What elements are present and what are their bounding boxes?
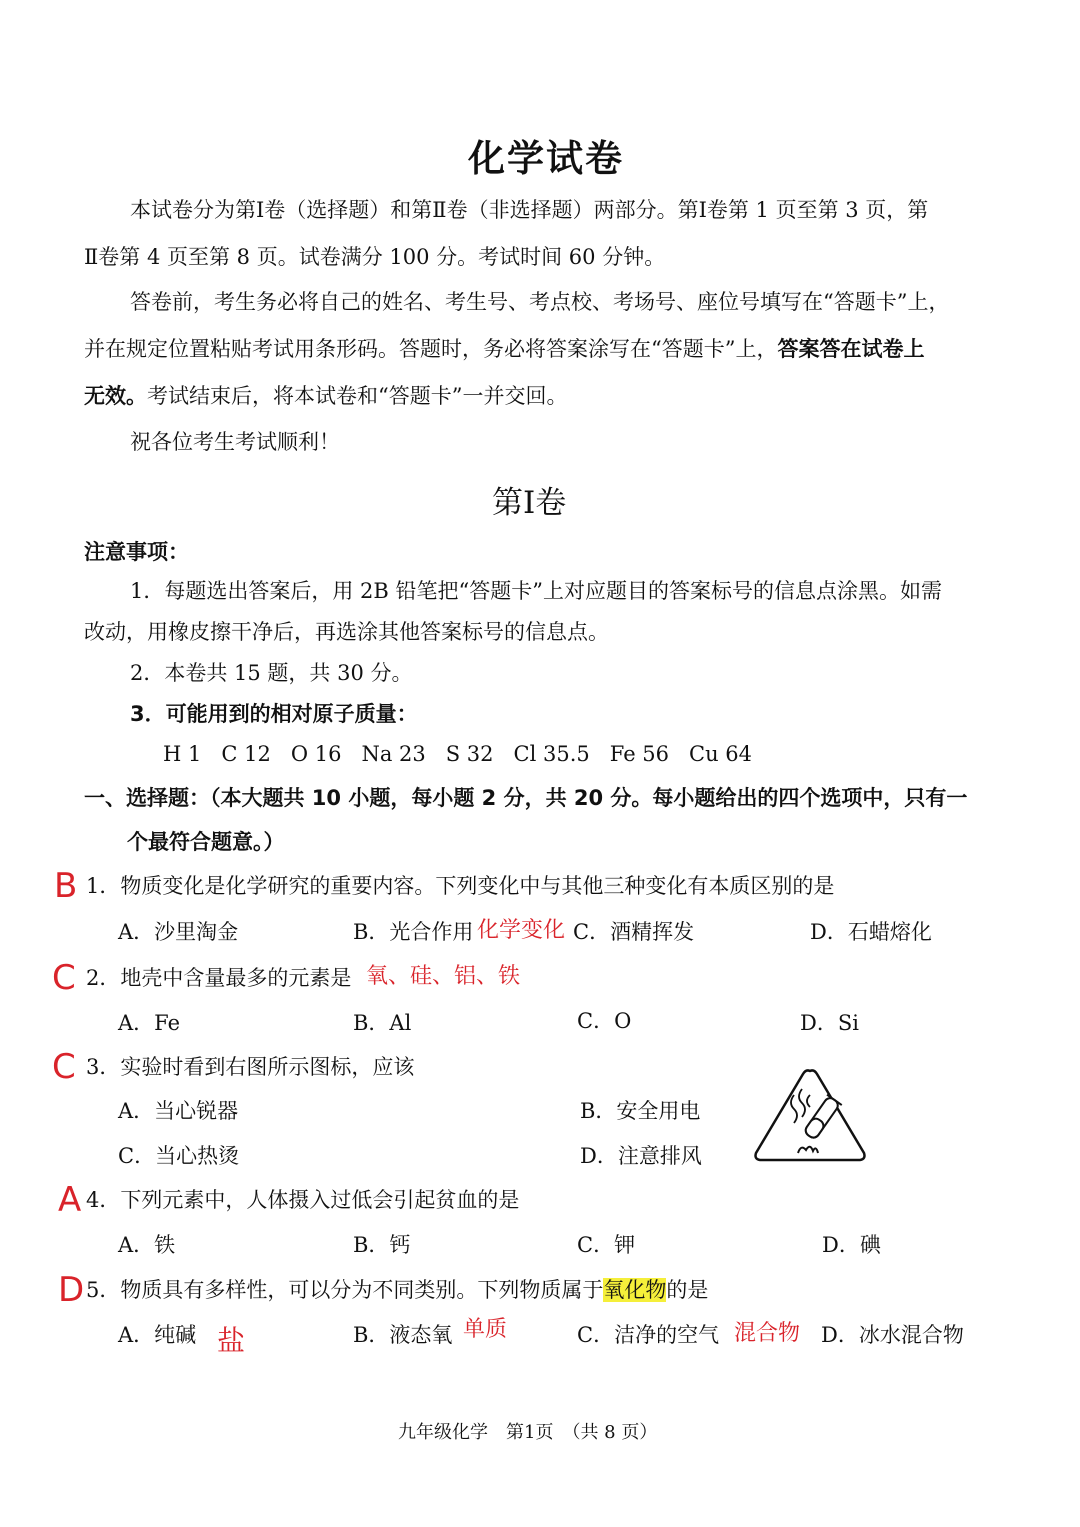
intro-line: Ⅱ卷第 4 页至第 8 页。试卷满分 100 分。考试时间 60 分钟。: [84, 245, 666, 269]
atomic-mass-list: [163, 744, 772, 765]
part-heading: 一、选择题：（本大题共 10 小题，每小题 2 分，共 20 分。每小题给出的四个选项中，只有一: [84, 786, 968, 810]
answer-mark: D: [58, 1270, 85, 1310]
page-footer: 九年级化学 第1页 （共 8 页）: [398, 1422, 658, 1443]
atomic-mass: H 1: [163, 742, 202, 766]
question-stem: [86, 1280, 708, 1301]
intro-text: 并在规定位置粘贴考试用条形码。答题时，务必将答案涂写在“答题卡”上，: [84, 337, 778, 361]
option: A．Fe: [118, 1011, 181, 1035]
wish-line: 祝各位考生考试顺利！: [130, 430, 340, 454]
answer-mark: A: [58, 1180, 82, 1220]
question-stem: 1．物质变化是化学研究的重要内容。下列变化中与其他三种变化有本质区别的是: [86, 874, 835, 898]
option: D．Si: [800, 1011, 859, 1035]
option: C．当心热烫: [118, 1144, 240, 1168]
question-stem: 3．实验时看到右图所示图标，应该: [86, 1055, 415, 1079]
option: B．液态氧: [353, 1323, 453, 1347]
answer-mark: B: [54, 866, 78, 906]
intro-line: [84, 339, 924, 360]
option: A．纯碱: [118, 1323, 197, 1347]
intro-line: 本试卷分为第Ⅰ卷（选择题）和第Ⅱ卷（非选择题）两部分。第Ⅰ卷第 1 页至第 3 页，第: [130, 198, 929, 222]
intro-bold-text: 无效。: [84, 384, 147, 408]
note-item: 改动，用橡皮擦干净后，再选涂其他答案标号的信息点。: [84, 620, 609, 644]
intro-text: 考试结束后，将本试卷和“答题卡”一并交回。: [147, 384, 568, 408]
option: B．安全用电: [580, 1099, 701, 1123]
intro-line: [84, 386, 567, 407]
option: B．Al: [353, 1011, 412, 1035]
handwritten-note: 单质: [463, 1317, 508, 1342]
part-heading: 个最符合题意。）: [127, 830, 285, 854]
question-stem: 4．下列元素中，人体摄入过低会引起贫血的是: [86, 1188, 520, 1212]
intro-bold-text: 答案答在试卷上: [777, 337, 925, 361]
atomic-mass: S 32: [445, 742, 494, 766]
atomic-mass: Fe 56: [609, 742, 670, 766]
highlighted-text: 氧化物: [603, 1278, 667, 1302]
answer-mark: C: [52, 1047, 76, 1087]
stem-text: 5．物质具有多样性，可以分为不同类别。下列物质属于: [86, 1278, 604, 1302]
option: A．铁: [118, 1233, 176, 1257]
option: A．当心锐器: [118, 1099, 239, 1123]
atomic-mass: O 16: [290, 742, 342, 766]
option: D．冰水混合物: [821, 1323, 964, 1347]
option: D．石蜡熔化: [810, 920, 932, 944]
note-item: 1．每题选出答案后，用 2B 铅笔把“答题卡”上对应题目的答案标号的信息点涂黑。如需: [130, 579, 942, 603]
notes-heading: 注意事项：: [84, 540, 189, 564]
option: C．酒精挥发: [573, 920, 695, 944]
option: D．注意排风: [580, 1144, 702, 1168]
option: B．钙: [353, 1233, 411, 1257]
handwritten-note: 盐: [217, 1324, 246, 1357]
option: C．洁净的空气: [577, 1323, 720, 1347]
atomic-mass: C 12: [221, 742, 271, 766]
note-item: 2．本卷共 15 题，共 30 分。: [130, 661, 413, 685]
section-title: 第Ⅰ卷: [492, 485, 567, 521]
atomic-mass: Cu 64: [689, 742, 753, 766]
intro-line: 答卷前，考生务必将自己的姓名、考生号、考点校、考场号、座位号填写在“答题卡”上，: [130, 290, 950, 314]
handwritten-note: 混合物: [734, 1321, 801, 1346]
handwritten-note: 氧、硅、铝、铁: [366, 964, 521, 989]
option: B．光合作用: [353, 920, 474, 944]
option: D．碘: [822, 1233, 881, 1257]
atomic-mass: Cl 35.5: [513, 742, 590, 766]
answer-mark: C: [52, 958, 76, 998]
handwritten-note: 化学变化: [477, 918, 566, 943]
atomic-mass: Na 23: [361, 742, 426, 766]
note-item: 3．可能用到的相对原子质量：: [130, 702, 418, 726]
option: C．O: [577, 1009, 632, 1033]
hot-surface-warning-icon: [750, 1065, 870, 1165]
option: C．钾: [577, 1233, 636, 1257]
option: A．沙里淘金: [118, 920, 239, 944]
stem-text: 的是: [666, 1278, 709, 1302]
question-stem: 2．地壳中含量最多的元素是: [86, 966, 352, 990]
page-title: 化学试卷: [468, 137, 624, 180]
